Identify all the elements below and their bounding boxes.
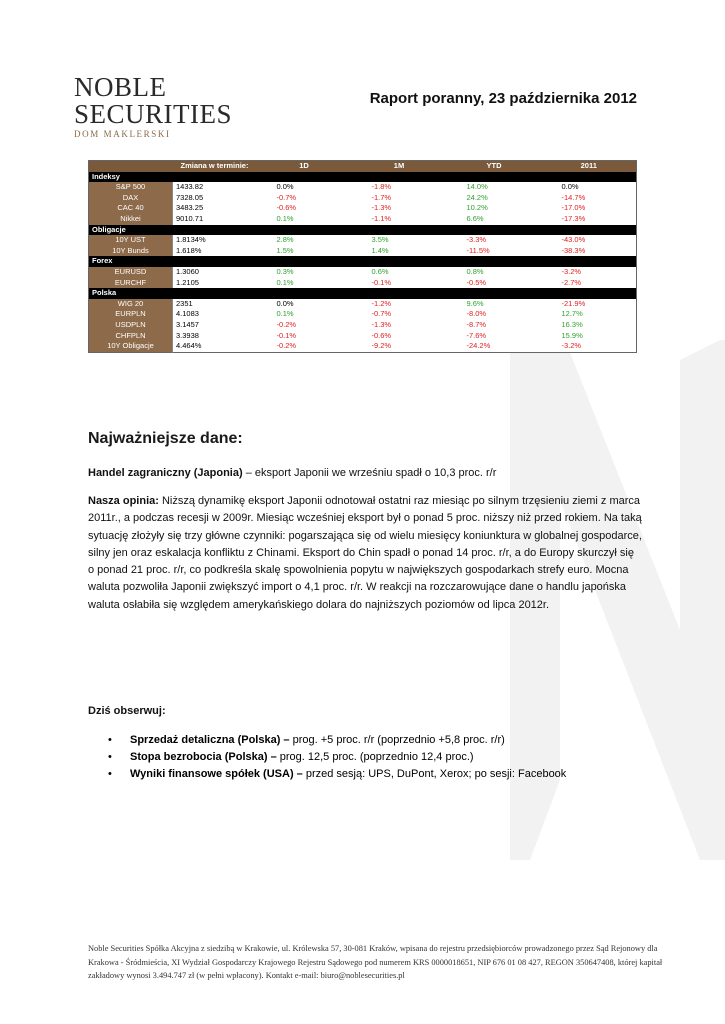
change-ytd: 6.6%: [447, 214, 542, 225]
report-title: Raport poranny, 23 października 2012: [369, 90, 637, 107]
header-blank: [89, 161, 173, 172]
header-period: Zmiana w terminie:: [173, 161, 257, 172]
change-2011: -21.9%: [542, 299, 637, 310]
change-2011: 16.3%: [542, 320, 637, 331]
table-header-row: [89, 161, 637, 172]
bullet-icon: •: [108, 734, 112, 746]
table-row: [89, 193, 637, 204]
instrument-label: CHFPLN: [89, 331, 173, 342]
change-2011: -17.3%: [542, 214, 637, 225]
header-1d: 1D: [257, 161, 352, 172]
change-1d: 0.0%: [257, 299, 352, 310]
instrument-value: 4.1083: [173, 309, 257, 320]
header-1m: 1M: [352, 161, 447, 172]
company-logo: [74, 74, 249, 139]
change-ytd: 10.2%: [447, 203, 542, 214]
list-item: [108, 732, 648, 749]
change-ytd: 24.2%: [447, 193, 542, 204]
change-2011: 15.9%: [542, 331, 637, 342]
market-table: [88, 160, 637, 353]
change-1d: -0.2%: [257, 320, 352, 331]
change-2011: -38.3%: [542, 246, 637, 257]
section-label: Forex: [89, 256, 637, 267]
news-item: [88, 465, 643, 482]
change-2011: -2.7%: [542, 278, 637, 289]
instrument-label: EURUSD: [89, 267, 173, 278]
table-row: [89, 235, 637, 246]
table-row: [89, 246, 637, 257]
header-ytd: YTD: [447, 161, 542, 172]
instrument-value: 3483.25: [173, 203, 257, 214]
change-2011: 12.7%: [542, 309, 637, 320]
opinion-text: Niższą dynamikę eksport Japonii odnotował ostatni raz miesiąc po silnym trzęsieniu ziemi z marca 2011r., a podczas recesji w 2009r. Miesiąc wcześniej eksport był o ponad 5 proc. niższy niż przed rokiem. Na taką sytuację złożyły się trzy główne czynniki: pogarszająca się od wielu miesięcy koniunktura w globalnej gospodarce, silny jen oraz eskalacja konfliktu z Chinami. Eksport do Chin spadł o ponad 14 proc. r/r, a do Europy skurczył się o ponad 21 proc. r/r, co podkreśla skalę spowolnienia popytu w największych gospodarkach strefy euro. Mocna waluta pozwoliła Japonii zwiększyć import o 4,1 proc. r/r. W reakcji na rozczarowujące dane o handlu japońska waluta osłabiła się względem amerykańskiego dolara do najniższych poziomów od lipca 2012r.: [88, 495, 642, 611]
bullet-icon: •: [108, 751, 112, 764]
instrument-value: 1.8134%: [173, 235, 257, 246]
change-2011: -43.0%: [542, 235, 637, 246]
opinion-paragraph: [88, 493, 643, 614]
section-row: [89, 225, 637, 236]
instrument-value: 1433.82: [173, 182, 257, 193]
section-row: [89, 288, 637, 299]
change-2011: -17.0%: [542, 203, 637, 214]
change-1d: 2.8%: [257, 235, 352, 246]
instrument-label: EURPLN: [89, 309, 173, 320]
table-row: [89, 320, 637, 331]
change-1d: -0.1%: [257, 331, 352, 342]
instrument-value: 1.618%: [173, 246, 257, 257]
change-2011: -3.2%: [542, 267, 637, 278]
instrument-label: CAC 40: [89, 203, 173, 214]
instrument-label: USDPLN: [89, 320, 173, 331]
watch-item-text: przed sesją: UPS, DuPont, Xerox; po sesji: Facebook: [302, 768, 567, 781]
table-row: [89, 203, 637, 214]
news-item-title: Handel zagraniczny (Japonia): [88, 467, 243, 479]
instrument-value: 4.464%: [173, 341, 257, 352]
instrument-value: 2351: [173, 299, 257, 310]
section-label: Obligacje: [89, 225, 637, 236]
list-item: [108, 766, 648, 783]
bullet-icon: •: [108, 768, 112, 781]
change-1d: 0.1%: [257, 278, 352, 289]
instrument-label: 10Y Bunds: [89, 246, 173, 257]
change-2011: 0.0%: [542, 182, 637, 193]
change-1d: -0.2%: [257, 341, 352, 352]
change-1d: -0.7%: [257, 193, 352, 204]
change-1d: 0.0%: [257, 182, 352, 193]
watch-item-title: Sprzedaż detaliczna (Polska) –: [130, 734, 290, 746]
instrument-label: S&P 500: [89, 182, 173, 193]
change-2011: -14.7%: [542, 193, 637, 204]
watch-heading: Dziś obserwuj:: [88, 705, 166, 717]
instrument-label: EURCHF: [89, 278, 173, 289]
change-1m: -9.2%: [352, 341, 447, 352]
change-1m: 1.4%: [352, 246, 447, 257]
table-row: [89, 278, 637, 289]
change-1d: 1.5%: [257, 246, 352, 257]
logo-line-3: DOM MAKLERSKI: [74, 129, 171, 139]
change-ytd: 9.6%: [447, 299, 542, 310]
instrument-label: 10Y Obligacje: [89, 341, 173, 352]
opinion-label: Nasza opinia:: [88, 495, 159, 507]
change-1d: 0.1%: [257, 309, 352, 320]
section-row: [89, 256, 637, 267]
watch-item-title: Stopa bezrobocia (Polska) –: [130, 751, 277, 764]
change-2011: -3.2%: [542, 341, 637, 352]
watch-list: [108, 732, 648, 784]
watch-item-text: prog. +5 proc. r/r (poprzednio +5,8 proc. r/r): [289, 734, 505, 746]
table-row: [89, 299, 637, 310]
change-1d: -0.6%: [257, 203, 352, 214]
change-ytd: -0.5%: [447, 278, 542, 289]
change-1d: 0.1%: [257, 214, 352, 225]
table-row: [89, 331, 637, 342]
table-row: [89, 214, 637, 225]
instrument-value: 3.3938: [173, 331, 257, 342]
logo-line-1: NOBLE: [74, 72, 167, 102]
change-1m: -1.3%: [352, 203, 447, 214]
list-item: [108, 749, 648, 766]
section-label: Indeksy: [89, 172, 637, 183]
watch-item-title: Wyniki finansowe spółek (USA) –: [130, 768, 303, 781]
change-1m: 0.6%: [352, 267, 447, 278]
change-ytd: 14.0%: [447, 182, 542, 193]
table-row: [89, 182, 637, 193]
legal-footer: Noble Securities Spółka Akcyjna z siedzibą w Krakowie, ul. Królewska 57, 30-081 Kraków, wpisana do rejestru przedsiębiorców prowadzonego przez Sąd Rejonowy dla Krakowa - Śródmieścia, XI Wydział Gospodarczy Krajowego Rejestru Sądowego pod numerem KRS 0000018651, NIP 676 01 08 427, REGON 350647408, której kapitał zakładowy wynosi 3.494.747 zł (w pełni wpłacony). Kontakt e-mail: biuro@noblesecurities.pl: [88, 944, 663, 980]
change-1m: -1.3%: [352, 320, 447, 331]
change-ytd: -24.2%: [447, 341, 542, 352]
change-1m: -0.6%: [352, 331, 447, 342]
news-item-text: – eksport Japonii we wrześniu spadł o 10,3 proc. r/r: [242, 467, 497, 479]
change-ytd: -8.7%: [447, 320, 542, 331]
change-1m: -0.7%: [352, 309, 447, 320]
instrument-value: 1.3060: [173, 267, 257, 278]
change-ytd: -8.0%: [447, 309, 542, 320]
change-1d: 0.3%: [257, 267, 352, 278]
change-ytd: -7.6%: [447, 331, 542, 342]
section-row: [89, 172, 637, 183]
table-row: [89, 309, 637, 320]
change-1m: -1.8%: [352, 182, 447, 193]
market-table-body: [89, 172, 637, 353]
instrument-label: 10Y UST: [89, 235, 173, 246]
change-ytd: -3.3%: [447, 235, 542, 246]
change-1m: -1.7%: [352, 193, 447, 204]
instrument-value: 9010.71: [173, 214, 257, 225]
change-1m: 3.5%: [352, 235, 447, 246]
change-ytd: 0.8%: [447, 267, 542, 278]
table-row: [89, 267, 637, 278]
header-2011: 2011: [542, 161, 637, 172]
watch-item-text: prog. 12,5 proc. (poprzednio 12,4 proc.): [276, 751, 474, 764]
logo-line-2: SECURITIES: [74, 99, 233, 129]
instrument-label: WIG 20: [89, 299, 173, 310]
section-label: Polska: [89, 288, 637, 299]
instrument-value: 1.2105: [173, 278, 257, 289]
instrument-label: DAX: [89, 193, 173, 204]
change-1m: -0.1%: [352, 278, 447, 289]
change-ytd: -11.5%: [447, 246, 542, 257]
change-1m: -1.1%: [352, 214, 447, 225]
instrument-label: Nikkei: [89, 214, 173, 225]
change-1m: -1.2%: [352, 299, 447, 310]
section-heading: Najważniejsze dane:: [88, 430, 243, 447]
instrument-value: 7328.05: [173, 193, 257, 204]
instrument-value: 3.1457: [173, 320, 257, 331]
table-row: [89, 341, 637, 352]
